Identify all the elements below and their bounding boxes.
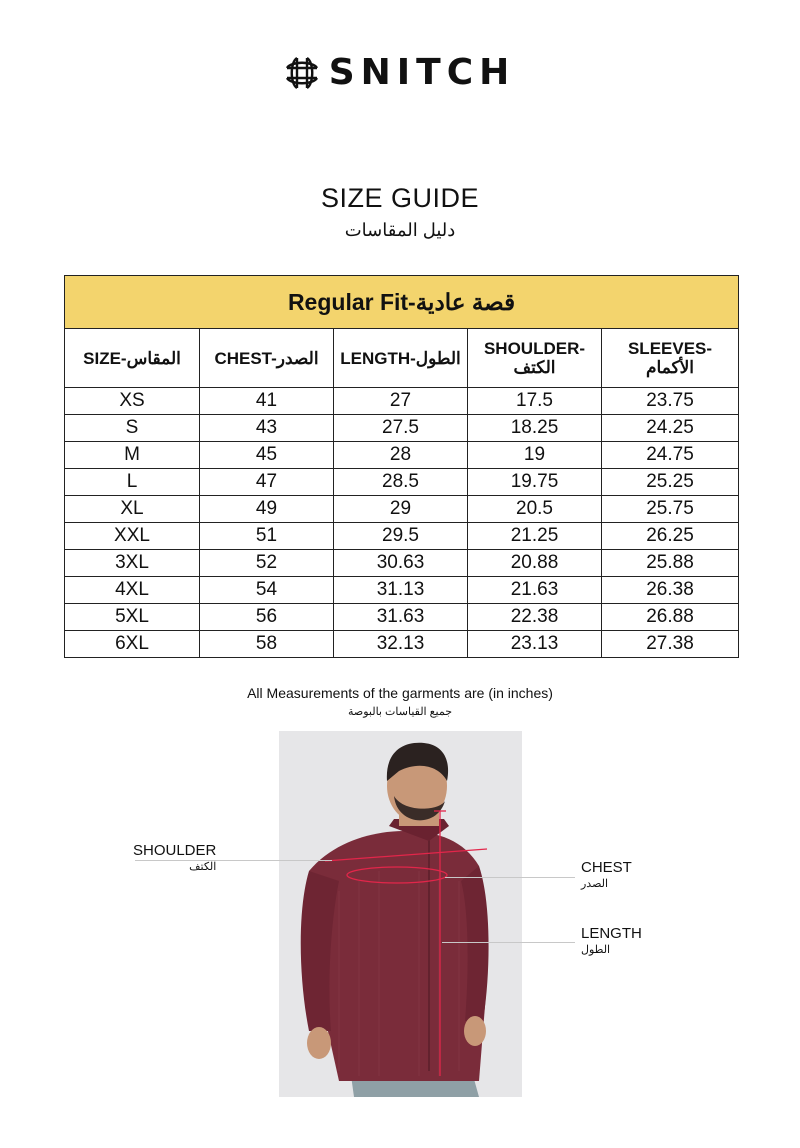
- table-cell: 6XL: [65, 631, 200, 658]
- column-header-en: SHOULDER-: [483, 339, 586, 358]
- table-cell: 41: [200, 388, 334, 415]
- callout-shoulder-label: SHOULDER: [133, 842, 217, 859]
- table-cell: 28.5: [334, 469, 468, 496]
- table-cell: 49: [200, 496, 334, 523]
- table-cell: 3XL: [65, 550, 200, 577]
- column-header-en: SIZE-: [83, 348, 127, 368]
- table-cell: 17.5: [468, 388, 602, 415]
- table-cell: 54: [200, 577, 334, 604]
- model-illustration: [279, 731, 522, 1097]
- table-cell: 30.63: [334, 550, 468, 577]
- callout-length-label: LENGTH: [581, 925, 642, 942]
- table-cell: 23.75: [602, 388, 739, 415]
- snitch-logo-icon: [285, 56, 319, 90]
- table-cell: 27.38: [602, 631, 739, 658]
- table-cell: 31.13: [334, 577, 468, 604]
- table-cell: 5XL: [65, 604, 200, 631]
- table-cell: 4XL: [65, 577, 200, 604]
- table-row: [65, 469, 739, 496]
- measurement-note: All Measurements of the garments are (in inches): [247, 685, 553, 701]
- table-cell: 27: [334, 388, 468, 415]
- table-row: [65, 604, 739, 631]
- chest-leader-line: [445, 877, 575, 878]
- table-cell: 29.5: [334, 523, 468, 550]
- column-header-shoulder: [468, 329, 602, 388]
- table-cell: 20.5: [468, 496, 602, 523]
- table-cell: 25.88: [602, 550, 739, 577]
- table-cell: 19: [468, 442, 602, 469]
- column-header-chest: [200, 329, 334, 388]
- table-cell: 21.25: [468, 523, 602, 550]
- table-cell: 25.75: [602, 496, 739, 523]
- table-cell: 29: [334, 496, 468, 523]
- table-cell: 24.75: [602, 442, 739, 469]
- table-cell: 23.13: [468, 631, 602, 658]
- page-title-arabic: دليل المقاسات: [344, 220, 456, 240]
- callout-shoulder: [133, 843, 216, 875]
- table-cell: 25.25: [602, 469, 739, 496]
- table-cell: 26.38: [602, 577, 739, 604]
- table-cell: 19.75: [468, 469, 602, 496]
- table-row: [65, 550, 739, 577]
- table-cell: 22.38: [468, 604, 602, 631]
- size-table: [64, 275, 739, 658]
- callout-shoulder-arabic: الكتف: [189, 861, 217, 873]
- table-row: [65, 523, 739, 550]
- callout-length: [581, 926, 642, 958]
- table-row: [65, 631, 739, 658]
- table-cell: XS: [65, 388, 200, 415]
- table-cell: 31.63: [334, 604, 468, 631]
- column-header-ar: الصدر: [276, 348, 319, 368]
- table-cell: 43: [200, 415, 334, 442]
- callout-length-arabic: الطول: [581, 944, 611, 956]
- column-header-ar: المقاس: [126, 348, 181, 368]
- callout-chest: [581, 860, 632, 892]
- table-cell: S: [65, 415, 200, 442]
- column-header-ar: الأكمام: [645, 358, 695, 377]
- brand-logo: [0, 52, 800, 95]
- page-title: SIZE GUIDE: [320, 183, 480, 213]
- table-row: [65, 442, 739, 469]
- table-row: [65, 496, 739, 523]
- table-cell: 45: [200, 442, 334, 469]
- table-cell: 20.88: [468, 550, 602, 577]
- shoulder-leader-line: [135, 860, 332, 861]
- table-cell: XL: [65, 496, 200, 523]
- table-cell: 27.5: [334, 415, 468, 442]
- table-cell: 32.13: [334, 631, 468, 658]
- measurement-note-arabic: جميع القياسات بالبوصة: [347, 706, 453, 718]
- table-cell: 26.88: [602, 604, 739, 631]
- table-cell: 52: [200, 550, 334, 577]
- table-cell: 24.25: [602, 415, 739, 442]
- table-row: [65, 415, 739, 442]
- callout-chest-label: CHEST: [581, 859, 632, 876]
- table-row: [65, 388, 739, 415]
- model-photo: [279, 731, 522, 1097]
- table-cell: L: [65, 469, 200, 496]
- table-cell: XXL: [65, 523, 200, 550]
- callout-chest-arabic: الصدر: [581, 878, 609, 890]
- table-cell: 21.63: [468, 577, 602, 604]
- table-body: [65, 388, 739, 658]
- column-header-en: CHEST-: [214, 348, 277, 368]
- column-header-en: SLEEVES-: [627, 339, 713, 358]
- column-header-sleeves: [602, 329, 739, 388]
- table-cell: 26.25: [602, 523, 739, 550]
- table-cell: 47: [200, 469, 334, 496]
- table-cell: 58: [200, 631, 334, 658]
- table-cell: M: [65, 442, 200, 469]
- column-header-size: [65, 329, 200, 388]
- column-header-length: [334, 329, 468, 388]
- table-cell: 28: [334, 442, 468, 469]
- fit-banner: Regular Fit-قصة عادية: [65, 276, 739, 329]
- column-header-en: LENGTH-: [340, 348, 416, 368]
- table-header-row: [65, 329, 739, 388]
- column-header-ar: الطول: [415, 348, 461, 368]
- length-leader-line: [442, 942, 575, 943]
- table-cell: 18.25: [468, 415, 602, 442]
- column-header-ar: الكتف: [513, 358, 556, 377]
- table-cell: 56: [200, 604, 334, 631]
- table-cell: 51: [200, 523, 334, 550]
- table-row: [65, 577, 739, 604]
- brand-name: SNITCH: [328, 52, 516, 93]
